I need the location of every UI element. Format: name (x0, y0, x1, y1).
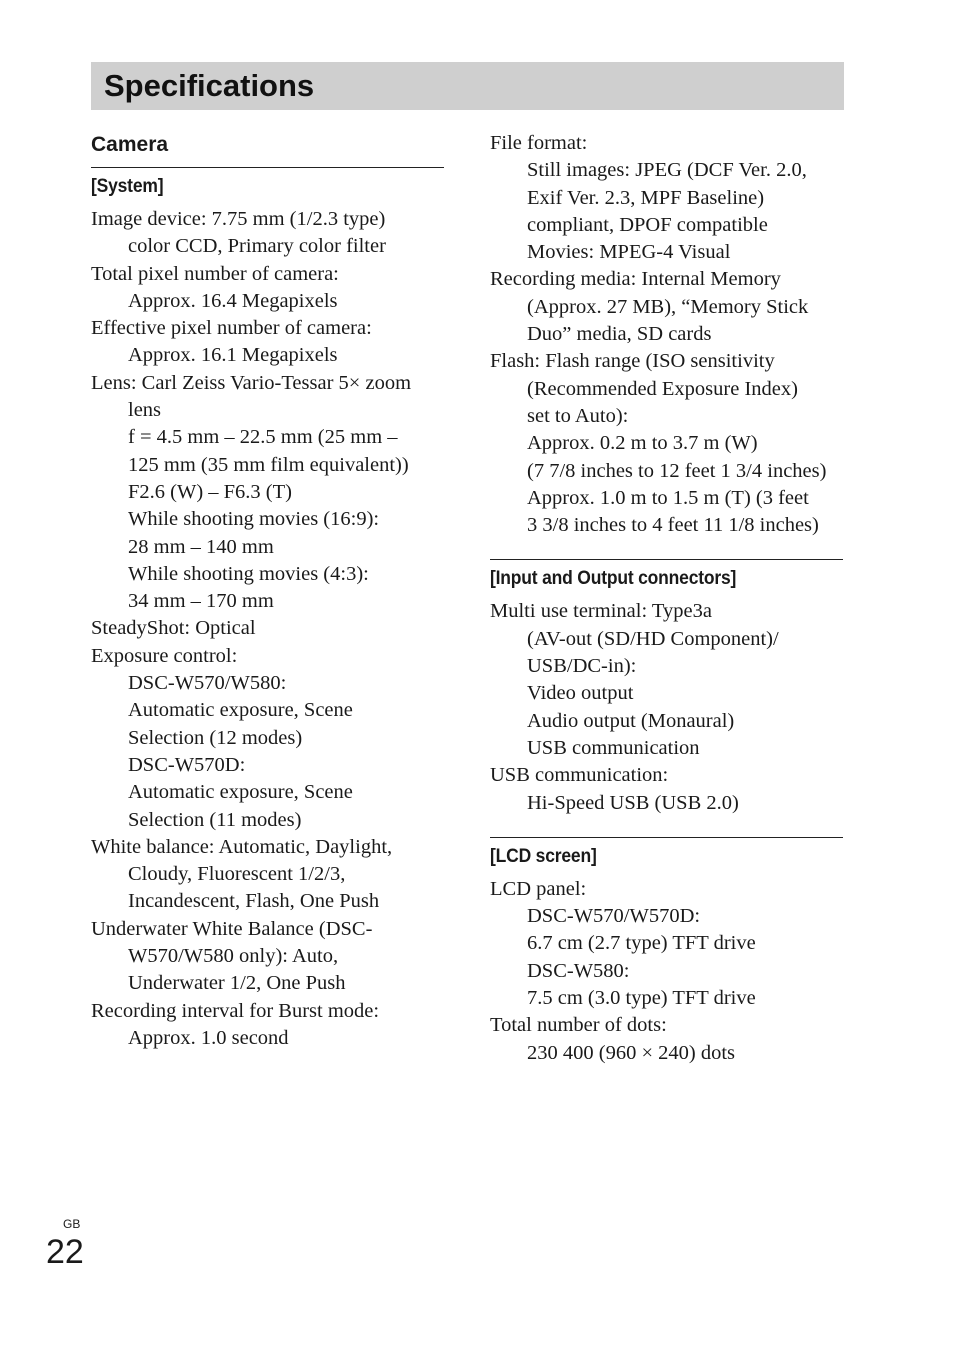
right-column (490, 130, 843, 1067)
spec-line: Movies: MPEG-4 Visual (527, 241, 731, 264)
spec-line: Recording interval for Burst mode: (91, 999, 380, 1022)
spec-line: 6.7 cm (2.7 type) TFT drive (527, 932, 756, 955)
spec-line: USB communication (527, 736, 700, 759)
page-number: 22 (46, 1233, 84, 1271)
system-section-title: [System] (91, 176, 164, 197)
spec-line: F2.6 (W) – F6.3 (T) (128, 480, 292, 503)
spec-line: Total pixel number of camera: (91, 262, 339, 285)
spec-line: LCD panel: (490, 877, 587, 900)
spec-line: Automatic exposure, Scene (128, 781, 353, 804)
spec-line: Approx. 1.0 second (128, 1026, 289, 1049)
spec-line: 34 mm – 170 mm (128, 590, 274, 613)
lcd-section (490, 837, 843, 1067)
spec-line: Multi use terminal: Type3a (490, 600, 712, 623)
spec-line: Approx. 0.2 m to 3.7 m (W) (527, 432, 758, 455)
io-section-title: [Input and Output connectors] (490, 568, 737, 590)
io-spec-list (490, 598, 843, 816)
spec-line: Approx. 1.0 m to 1.5 m (T) (3 feet (527, 486, 809, 509)
lcd-spec-list (490, 876, 843, 1067)
spec-line: Exposure control: (91, 644, 238, 667)
spec-line: Exif Ver. 2.3, MPF Baseline) (527, 186, 765, 209)
system-continued-spec-list (490, 130, 843, 539)
spec-line: 3 3/8 inches to 4 feet 11 1/8 inches) (527, 514, 819, 537)
spec-line: Total number of dots: (490, 1014, 667, 1037)
spec-line: (Recommended Exposure Index) (527, 377, 798, 400)
left-column (91, 130, 444, 1052)
spec-line: DSC-W570/W570D: (527, 905, 701, 928)
spec-line: compliant, DPOF compatible (527, 213, 768, 236)
spec-line: Flash: Flash range (ISO sensitivity (490, 350, 775, 373)
spec-line: 28 mm – 140 mm (128, 535, 274, 558)
system-spec-list (91, 206, 444, 1052)
camera-heading: Camera (91, 133, 169, 156)
spec-line: Cloudy, Fluorescent 1/2/3, (128, 863, 346, 886)
spec-line: File format: (490, 132, 588, 154)
spec-line: Approx. 16.4 Megapixels (128, 289, 338, 312)
spec-line: While shooting movies (4:3): (128, 562, 369, 585)
spec-line: lens (128, 399, 162, 422)
spec-line: Underwater White Balance (DSC- (91, 917, 373, 940)
spec-line: Lens: Carl Zeiss Vario-Tessar 5× zoom (91, 371, 412, 394)
spec-line: Automatic exposure, Scene (128, 699, 353, 722)
spec-line: Incandescent, Flash, One Push (128, 890, 380, 913)
spec-line: DSC-W580: (527, 959, 630, 982)
spec-line: USB/DC-in): (527, 655, 637, 678)
spec-line: Effective pixel number of camera: (91, 317, 372, 340)
language-code: GB (63, 1217, 81, 1231)
system-section (91, 167, 444, 1052)
spec-line: set to Auto): (527, 404, 629, 427)
page-marker (46, 1217, 84, 1270)
spec-line: Video output (527, 682, 634, 705)
spec-line: DSC-W570/W580: (128, 672, 287, 695)
spec-line: Image device: 7.75 mm (1/2.3 type) (91, 208, 386, 230)
spec-line: While shooting movies (16:9): (128, 508, 380, 531)
spec-line: DSC-W570D: (128, 753, 246, 776)
lcd-section-title: [LCD screen] (490, 845, 597, 867)
spec-line: 125 mm (35 mm film equivalent)) (128, 453, 409, 476)
io-section (490, 559, 843, 816)
spec-line: W570/W580 only): Auto, (128, 945, 339, 968)
spec-line: (AV-out (SD/HD Component)/ (527, 627, 779, 650)
spec-line: (7 7/8 inches to 12 feet 1 3/4 inches) (527, 459, 827, 482)
spec-line: Audio output (Monaural) (527, 709, 735, 732)
spec-line: f = 4.5 mm – 22.5 mm (25 mm – (128, 426, 398, 449)
spec-line: (Approx. 27 MB), “Memory Stick (527, 295, 809, 318)
spec-line: Recording media: Internal Memory (490, 268, 781, 291)
spec-line: SteadyShot: Optical (91, 617, 256, 640)
spec-line: color CCD, Primary color filter (128, 235, 386, 258)
spec-line: USB communication: (490, 764, 669, 787)
spec-line: Approx. 16.1 Megapixels (128, 344, 338, 367)
spec-line: Hi-Speed USB (USB 2.0) (527, 791, 739, 814)
spec-line: Selection (11 modes) (128, 808, 302, 831)
spec-line: White balance: Automatic, Daylight, (91, 835, 393, 858)
spec-line: Still images: JPEG (DCF Ver. 2.0, (527, 159, 807, 182)
spec-line: 230 400 (960 × 240) dots (527, 1041, 736, 1064)
title-bar (91, 62, 844, 110)
spec-line: Duo” media, SD cards (527, 323, 712, 346)
page-title: Specifications (104, 68, 315, 103)
spec-line: Underwater 1/2, One Push (128, 972, 346, 995)
spec-line: 7.5 cm (3.0 type) TFT drive (527, 987, 756, 1010)
spec-line: Selection (12 modes) (128, 726, 303, 749)
